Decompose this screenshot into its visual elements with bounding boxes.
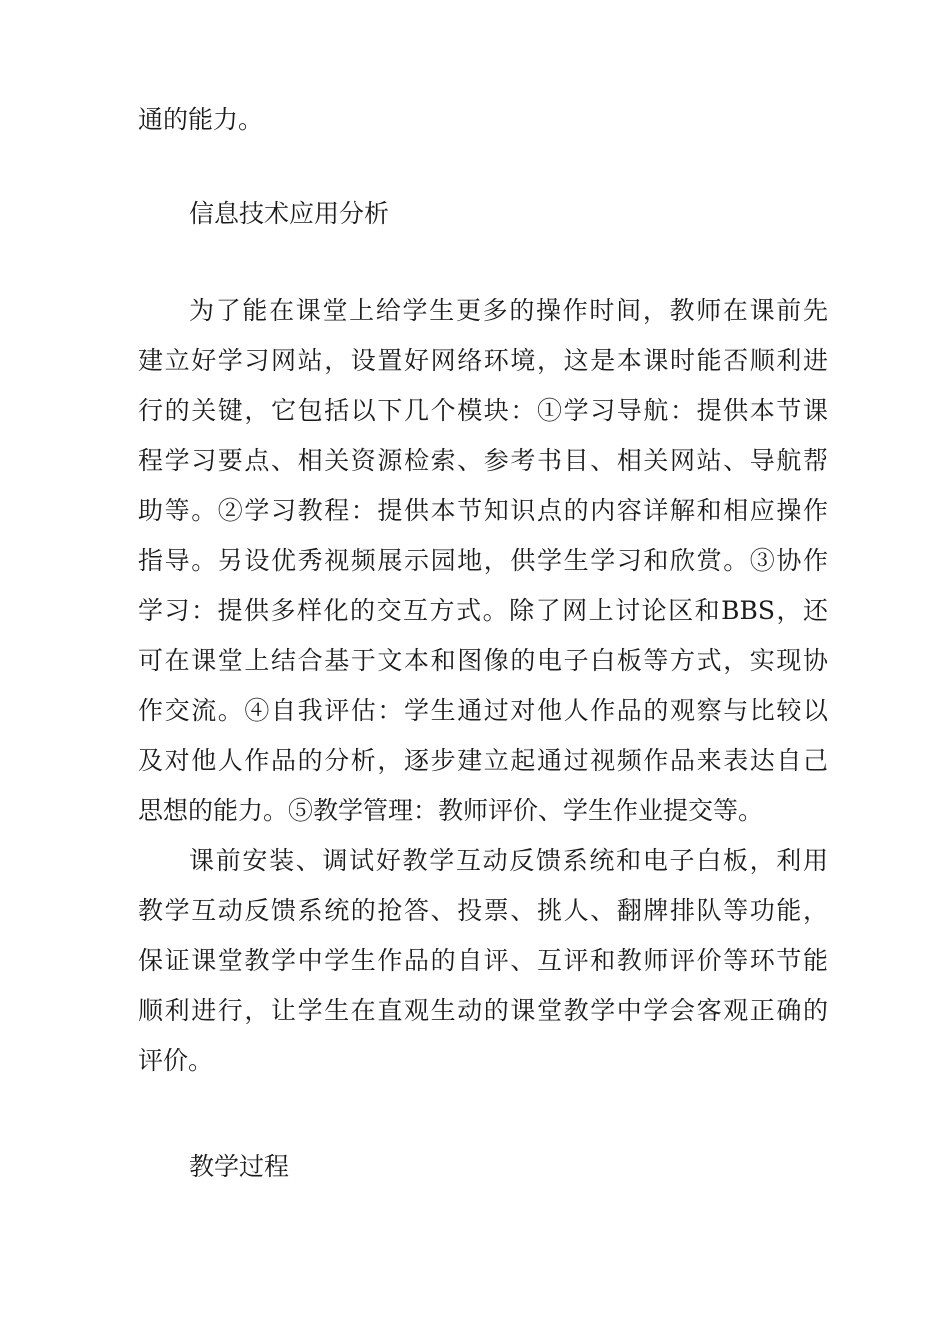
section-heading-process: 教学过程: [189, 1152, 290, 1181]
paragraph-line: 程学习要点、相关资源检索、参考书目、相关网站、导航帮: [138, 446, 828, 475]
paragraph-line: 学习：提供多样化的交互方式。除了网上讨论区和BBS，还: [138, 596, 828, 625]
paragraph-line: 保证课堂教学中学生作品的自评、互评和教师评价等环节能: [138, 946, 828, 975]
paragraph-line: 教学互动反馈系统的抢答、投票、挑人、翻牌排队等功能，: [138, 896, 828, 925]
paragraph-line: 作交流。④自我评估：学生通过对他人作品的观察与比较以: [138, 696, 828, 725]
paragraph-line: 顺利进行，让学生在直观生动的课堂教学中学会客观正确的: [138, 996, 828, 1025]
paragraph-line: 行的关键，它包括以下几个模块：①学习导航：提供本节课: [138, 396, 828, 425]
paragraph-line: 助等。②学习教程：提供本节知识点的内容详解和相应操作: [138, 496, 828, 525]
paragraph-line: 思想的能力。⑤教学管理：教师评价、学生作业提交等。: [138, 796, 764, 825]
section-heading-info-tech: 信息技术应用分析: [189, 199, 390, 228]
paragraph-line: 评价。: [138, 1046, 214, 1075]
paragraph-line: 可在课堂上结合基于文本和图像的电子白板等方式，实现协: [138, 646, 828, 675]
paragraph-line: 建立好学习网站，设置好网络环境，这是本课时能否顺利进: [138, 346, 828, 375]
paragraph-line: 课前安装、调试好教学互动反馈系统和电子白板，利用: [189, 846, 828, 875]
paragraph-line: 为了能在课堂上给学生更多的操作时间，教师在课前先: [189, 296, 828, 325]
paragraph-line: 及对他人作品的分析，逐步建立起通过视频作品来表达自己: [138, 746, 828, 775]
continuation-text: 通的能力。: [138, 105, 264, 134]
paragraph-line: 指导。另设优秀视频展示园地，供学生学习和欣赏。③协作: [138, 546, 828, 575]
